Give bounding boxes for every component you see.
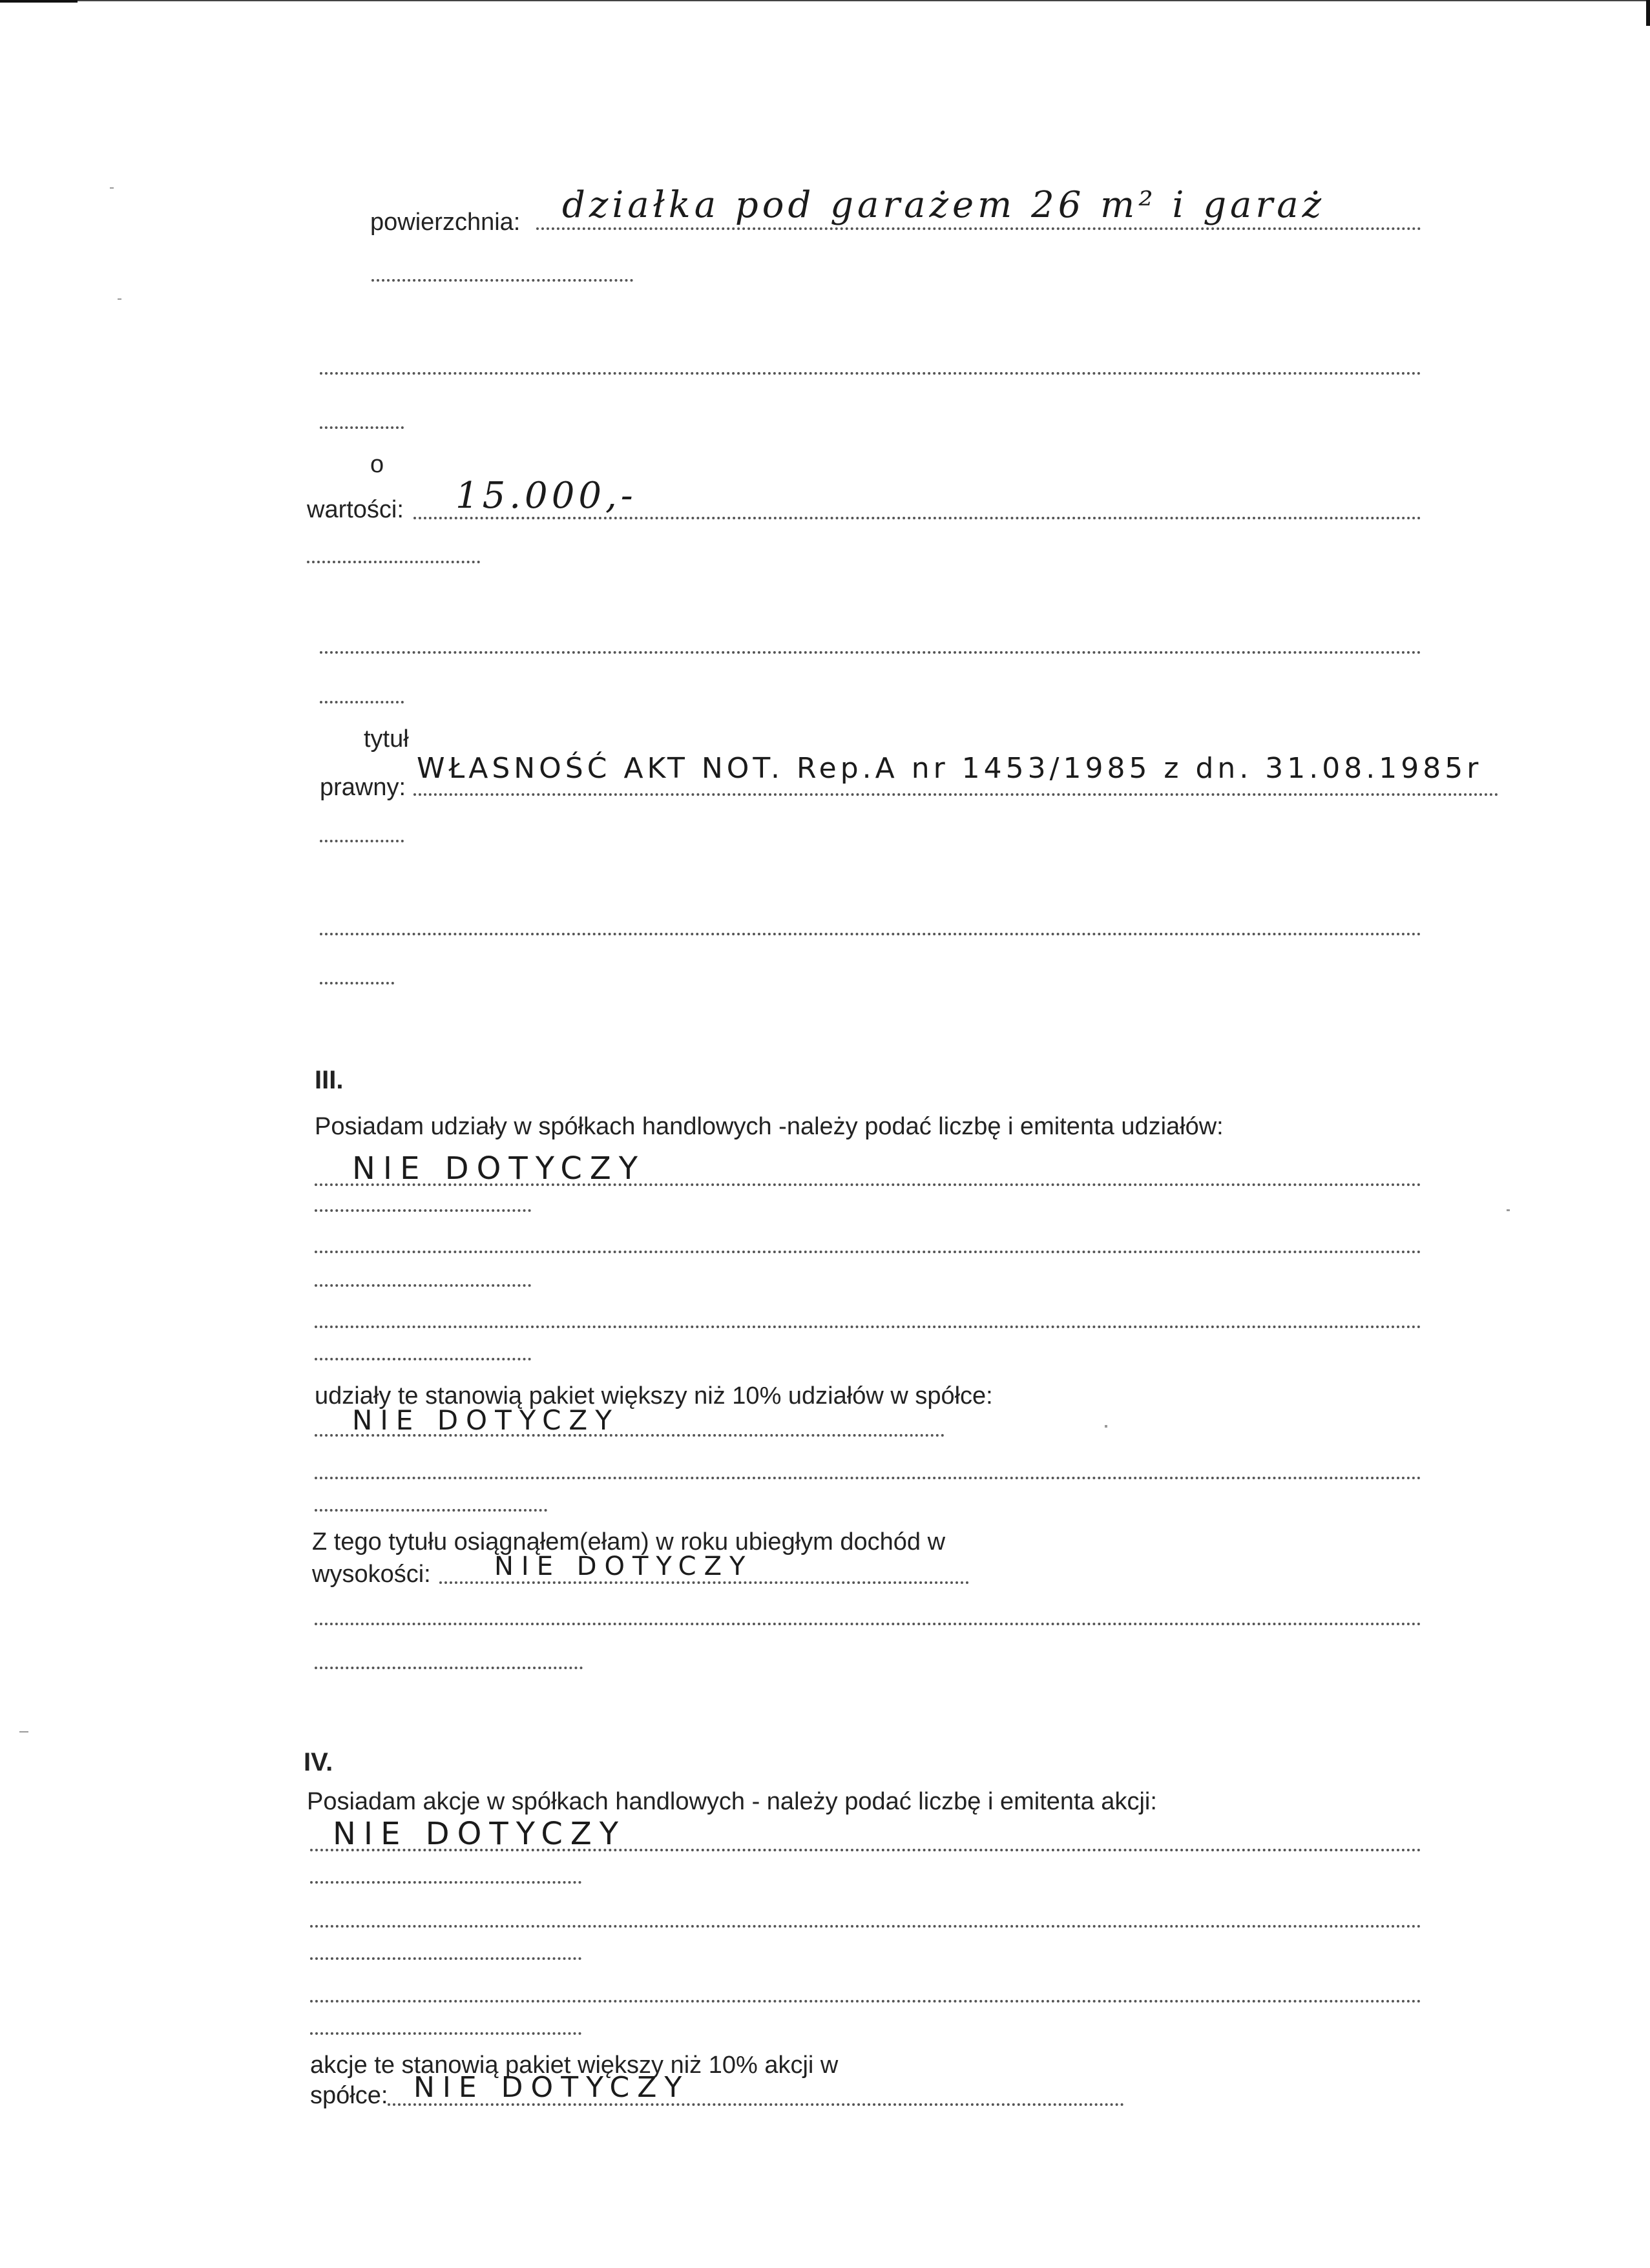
value-line-4 bbox=[320, 701, 404, 703]
scan-speck bbox=[110, 187, 114, 189]
shares-packet-line-2 bbox=[315, 1477, 1421, 1479]
scan-speck bbox=[1507, 1209, 1510, 1211]
scan-edge-right bbox=[1646, 0, 1650, 26]
value-label: wartości: bbox=[307, 496, 404, 523]
income-line bbox=[439, 1581, 969, 1584]
title-handwritten-value: WŁASNOŚĆ AKT NOT. Rep.A nr 1453/1985 z dn. 31.08.1985r bbox=[417, 752, 1483, 785]
shares-line-3 bbox=[315, 1251, 1421, 1253]
income-handwritten-value: NIE DOTYCZY bbox=[494, 1552, 753, 1581]
title-line-4 bbox=[320, 982, 394, 984]
title-label-2: prawny: bbox=[320, 774, 406, 801]
section-iv-heading: IV. bbox=[304, 1748, 333, 1776]
title-line-3 bbox=[320, 933, 1421, 935]
stocks-handwritten-value: NIE DOTYCZY bbox=[333, 1816, 627, 1852]
shares-packet-line-3 bbox=[315, 1509, 547, 1512]
shares-line-4 bbox=[315, 1284, 531, 1287]
value-line bbox=[413, 517, 1421, 519]
income-label-1: Z tego tytułu osiągnąłem(ełam) w roku ubiegłym dochód w bbox=[312, 1528, 946, 1555]
scan-edge-top-left bbox=[0, 0, 78, 3]
shares-label: Posiadam udziały w spółkach handlowych -należy podać liczbę i emitenta udziałów: bbox=[315, 1113, 1224, 1140]
scan-speck bbox=[118, 298, 121, 300]
stocks-packet-handwritten-value: NIE DOTYCZY bbox=[413, 2071, 690, 2104]
area-line-2 bbox=[371, 279, 633, 282]
income-line-3 bbox=[315, 1667, 583, 1669]
stocks-line-3 bbox=[310, 1925, 1421, 1928]
title-line-2 bbox=[320, 840, 404, 842]
shares-packet-handwritten-value: NIE DOTYCZY bbox=[352, 1404, 620, 1436]
shares-packet-label: udziały te stanowią pakiet większy niż 10% udziałów w spółce: bbox=[315, 1382, 993, 1410]
value-handwritten-value: 15.000,- bbox=[455, 475, 637, 517]
stocks-packet-label-2: spółce: bbox=[310, 2082, 388, 2109]
area-label: powierzchnia: bbox=[370, 209, 521, 236]
title-label-1: tytuł bbox=[364, 725, 409, 753]
area-line-3 bbox=[320, 372, 1421, 375]
shares-handwritten-value: NIE DOTYCZY bbox=[352, 1150, 646, 1187]
title-line bbox=[413, 793, 1499, 796]
stocks-line-4 bbox=[310, 1957, 581, 1960]
shares-line-5 bbox=[315, 1326, 1421, 1328]
income-line-2 bbox=[315, 1623, 1421, 1625]
value-of-label: o bbox=[370, 451, 384, 478]
income-label-2: wysokości: bbox=[312, 1561, 431, 1588]
scan-speck bbox=[1105, 1425, 1107, 1428]
stocks-line-2 bbox=[310, 1881, 581, 1884]
stocks-line-5 bbox=[310, 2000, 1421, 2003]
value-line-2 bbox=[307, 561, 480, 563]
shares-line-2 bbox=[315, 1209, 531, 1212]
stocks-label: Posiadam akcje w spółkach handlowych - należy podać liczbę i emitenta akcji: bbox=[307, 1788, 1157, 1815]
scan-speck bbox=[19, 1731, 28, 1732]
area-handwritten-value: działka pod garażem 26 m² i garaż bbox=[562, 184, 1326, 226]
area-line bbox=[536, 227, 1421, 230]
area-line-4 bbox=[320, 426, 404, 429]
section-iii-heading: III. bbox=[315, 1066, 344, 1094]
value-line-3 bbox=[320, 651, 1421, 654]
scan-edge-top bbox=[78, 0, 1650, 1]
shares-line-6 bbox=[315, 1358, 531, 1360]
stocks-packet-label-1: akcje te stanowią pakiet większy niż 10% akcji w bbox=[310, 2052, 839, 2079]
stocks-line-6 bbox=[310, 2032, 581, 2035]
